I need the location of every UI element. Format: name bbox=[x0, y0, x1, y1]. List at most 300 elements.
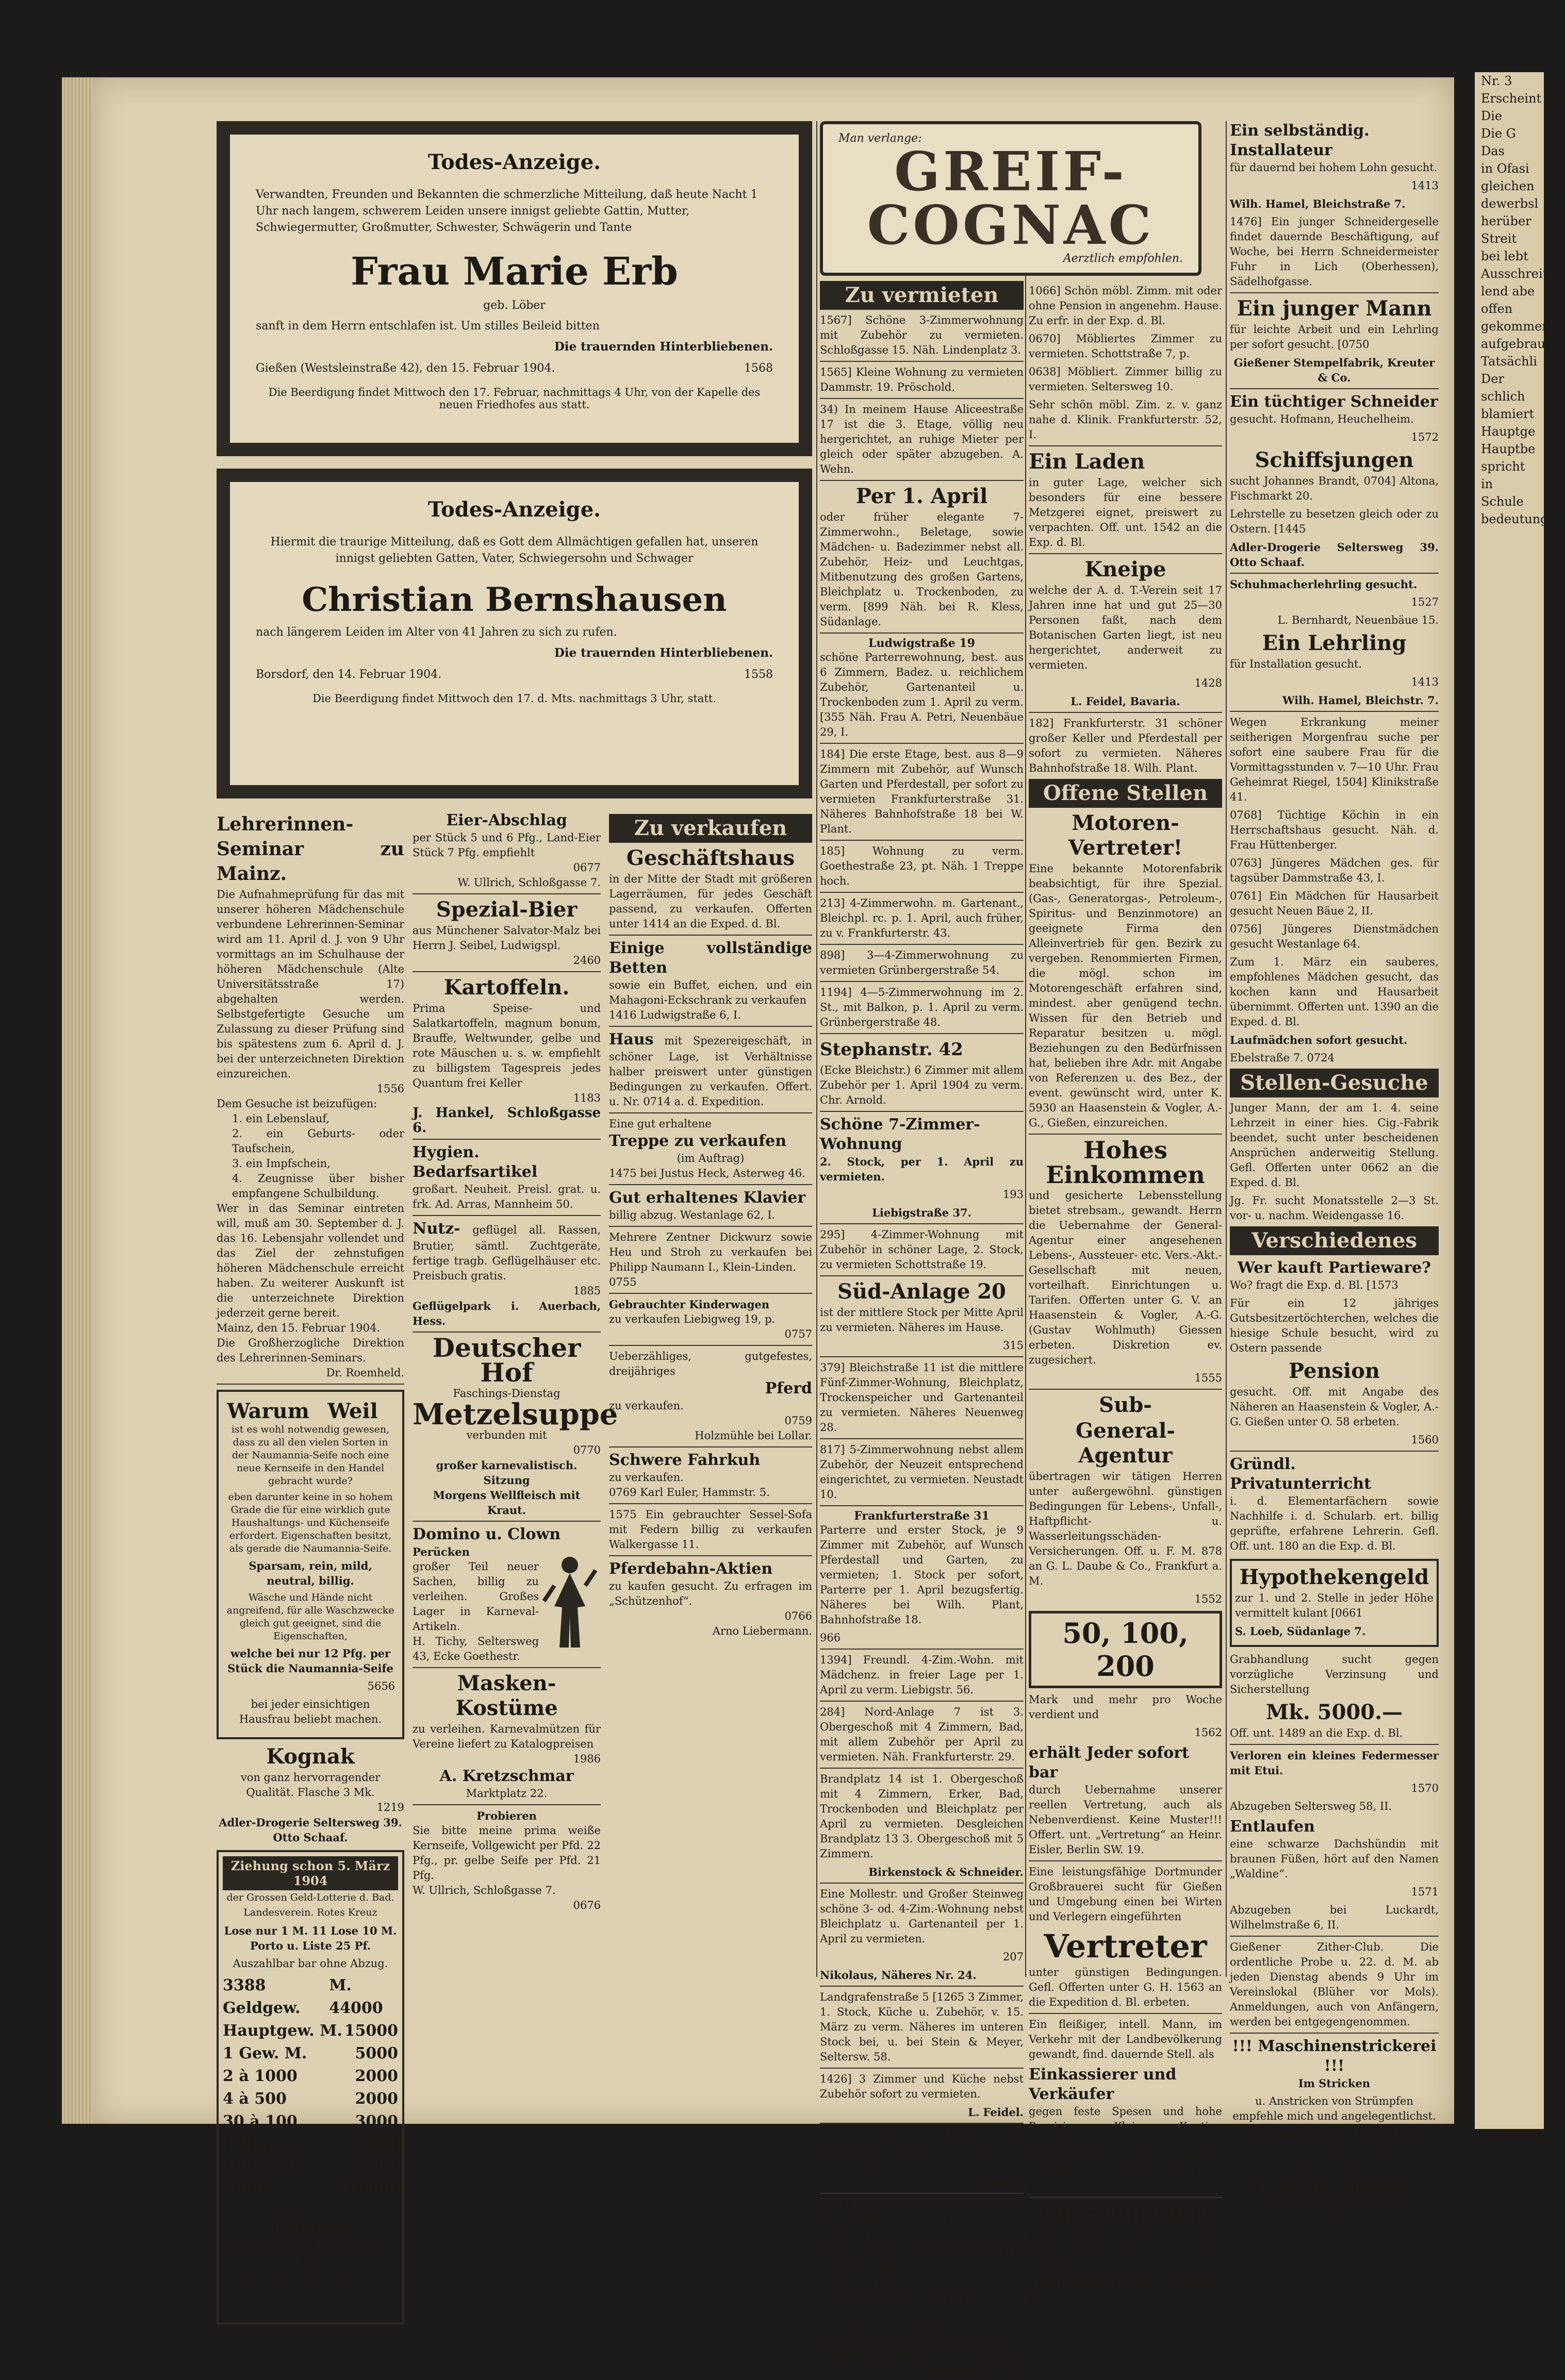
ad-number: 1885 bbox=[573, 1285, 601, 1297]
soap-text: Wäsche und Hände nicht angreifend, für alle Waschzwecke gleich gut geeignet, sind die Eigenschaften, bbox=[226, 1592, 394, 1642]
seminar-item: 1. ein Lebenslauf, bbox=[232, 1112, 330, 1125]
separator bbox=[413, 1521, 601, 1522]
eggs-address: W. Ullrich, Schloßgasse 7. bbox=[457, 876, 601, 889]
column-rule bbox=[1226, 121, 1227, 1977]
sued-anlage-head: Süd-Anlage 20 bbox=[837, 1279, 1006, 1304]
beer-ad bbox=[413, 897, 601, 968]
lottery-prize-row bbox=[223, 1974, 398, 2020]
deceased-name: Frau Marie Erb bbox=[351, 249, 678, 294]
greif-tagline: Aerztlich empfohlen. bbox=[1063, 252, 1183, 265]
facing-page-line: bei lebt bbox=[1481, 249, 1528, 263]
ad-number: 1562 bbox=[1194, 1726, 1222, 1739]
kognak-ad bbox=[217, 1744, 404, 1845]
separator bbox=[820, 361, 1024, 362]
domino-text: großer Teil neuer Sachen, billig zu verleihen. Großes Lager in Karneval-Artikeln. bbox=[413, 1560, 539, 1633]
separator bbox=[820, 1438, 1024, 1439]
earnings-box: 50, 100, 200 bbox=[1029, 1611, 1222, 1688]
hygiene-head: Hygien. Bedarfsartikel bbox=[413, 1143, 538, 1181]
soap-test-head: Probieren bbox=[476, 1809, 537, 1822]
lottery-prize-label: 3388 Geldgew. bbox=[223, 1976, 301, 2017]
rental-ad: 1427] Mansarden-Logis, drei Zimmer mit Zubehör, zu vermieten sofort oder zum 1. April. bbox=[820, 2128, 1024, 2170]
facing-page-line: Nr. 3 bbox=[1481, 74, 1512, 88]
facing-page-line: gleichen bbox=[1481, 179, 1535, 193]
ad-number: 1568 bbox=[744, 362, 773, 375]
pram-head: Gebrauchter Kinderwagen bbox=[609, 1298, 770, 1311]
rental-head: Möbliertes Zimmer zu vermieten. bbox=[820, 2345, 1024, 2358]
pram-ad bbox=[609, 1297, 812, 1342]
seminar-item: 4. Zeugnisse über bisher empfangene Schulbildung. bbox=[232, 1172, 405, 1200]
ludwig-head: Ludwigstraße 19 bbox=[868, 637, 975, 650]
ad-number: 207 bbox=[1002, 1951, 1024, 1963]
rental-ad: 213] 4-Zimmerwohn. m. Gartenant., Bleichpl. rc. p. 1. April, auch früher, zu v. Frankfurterstr. 43. bbox=[820, 897, 1024, 939]
ad-number: 1413 bbox=[1411, 179, 1439, 192]
maid-ad: Zum 1. März ein sauberes, empfohlenes Mädchen gesucht, das kochen kann und Hausarbeit übernimmt. Offerten unt. 1390 an die Exped. d. Bl. bbox=[1230, 956, 1439, 1028]
knitting-address: Grünbergerstraße 17. bbox=[1274, 2202, 1395, 2214]
place-date-row bbox=[256, 362, 773, 375]
earnings-head: erhält Jeder sofort bar bbox=[1029, 1744, 1189, 1782]
separator bbox=[820, 2193, 1024, 2194]
rental-ad: 34) In meinem Hause Aliceestraße 17 ist die 3. Etage, völlig neu hergerichtet, an ruhige Mieter per gleich oder später abzugeben. A. Wehn. bbox=[820, 403, 1024, 475]
ad-number: 1416 bbox=[609, 1009, 637, 1021]
rental-ad: 379] Bleichstraße 11 ist die mittlere Fünf-Zimmer-Wohnung, Bleichplatz, Trockenspeicher und Gartenanteil zu vermieten. Näheres Neuenweg 28. bbox=[820, 1361, 1024, 1434]
cook-ad: 0768] Tüchtige Köchin in ein Herrschaftshaus gesucht. Näh. d. Frau Hüttenberger. bbox=[1230, 809, 1439, 851]
ad-number: 1475 bbox=[609, 1167, 637, 1179]
ad-number: 0677 bbox=[573, 861, 601, 874]
job-seeker-ad: Jg. Fr. sucht Monatsstelle 2—3 St. vor- u. nachm. Weidengasse 16. bbox=[1230, 1194, 1439, 1222]
death-notice-title: Todes-Anzeige. bbox=[427, 150, 601, 174]
column-rule bbox=[816, 121, 817, 1977]
lottery-sub2: Auszahlbar bar ohne Abzug. bbox=[233, 1957, 388, 1970]
potatoes-head: Kartoffeln. bbox=[443, 975, 570, 1000]
rental-ad: 1565] Kleine Wohnung zu vermieten Dammstr. 19. Pröschold. bbox=[820, 366, 1024, 393]
separator bbox=[820, 398, 1024, 399]
knitting-text4: Preise billigst. bbox=[1295, 2164, 1374, 2176]
deutscher-hof-t1: verbunden mit bbox=[466, 1429, 547, 1441]
rental-ad: 898] 3—4-Zimmerwohnung zu vermieten Grünbergerstraße 54. bbox=[820, 949, 1024, 976]
rental-ad: 0638] Möbliert. Zimmer billig zu vermieten. Seltersweg 10. bbox=[1029, 365, 1222, 393]
cow-text: zu verkaufen. bbox=[609, 1471, 684, 1484]
mortgage-address: S. Loeb, Südanlage 7. bbox=[1235, 1625, 1366, 1638]
lottery-prize-amount: 15000 bbox=[344, 2022, 399, 2040]
ad-number: 5656 bbox=[367, 1680, 396, 1692]
tailor-address: 1546] Julius Fischer, Schulstr. 6. bbox=[1029, 2276, 1222, 2304]
death-notice-text2: sanft in dem Herrn entschlafen ist. Um stilles Beileid bitten bbox=[256, 320, 600, 332]
tram-shares-ad bbox=[609, 1559, 812, 1639]
subcolumn-left bbox=[217, 811, 404, 2329]
cow-head: Schwere Fahrkuh bbox=[609, 1451, 761, 1469]
ad-number: 315 bbox=[1002, 1339, 1024, 1352]
domino-head: Domino u. Clown bbox=[413, 1525, 561, 1543]
business-house-ad bbox=[609, 846, 812, 931]
lottery-prize-row bbox=[223, 2088, 398, 2110]
sofa-text: Ein gebrauchter Sessel-Sofa mit Federn billig zu verkaufen Walkergasse 11. bbox=[609, 1508, 812, 1551]
domino-address: H. Tichy, Seltersweg 43, Ecke Goethestr. bbox=[413, 1635, 539, 1662]
pension-text: gesucht. Off. mit Angabe des Näheren an Haasenstein & Vogler, A.-G. Gießen unter O. 58 erbeten. bbox=[1230, 1386, 1439, 1428]
tram-shares-text: zu kaufen gesucht. Zu erfragen im „Schützenhof“. bbox=[609, 1580, 812, 1607]
lost-head: Verloren ein kleines Federmesser mit Etui. bbox=[1230, 1749, 1439, 1777]
lottery-prize-label: 400 à 10 bbox=[223, 2158, 298, 2176]
separator bbox=[1230, 1451, 1439, 1452]
separator bbox=[609, 1112, 812, 1113]
hygiene-text: großart. Neuheit. Preisl. grat. u. frk. Ad. Arras, Mannheim 50. bbox=[413, 1183, 601, 1210]
seminar-signature: Die Großherzogliche Direktion des Lehrerinnen-Seminars. bbox=[217, 1337, 405, 1364]
separator bbox=[820, 1701, 1024, 1702]
rental-signature: L. Feidel. bbox=[968, 2176, 1024, 2189]
costumes-head: Masken-Kostüme bbox=[455, 1671, 558, 1720]
separator bbox=[1230, 1936, 1439, 1937]
domino-ad bbox=[413, 1525, 601, 1664]
sued-anlage-text: ist der mittlere Stock per Mitte April zu vermieten. Näheres im Hause. bbox=[820, 1306, 1024, 1334]
ad-number: 1552 bbox=[1194, 1593, 1222, 1605]
rental-ad: 0748] Möbliertes Zimmer zu vermieten. Kaplansgasse 4. bbox=[820, 2279, 1024, 2306]
lottery-prize-label: 30 à 100 bbox=[223, 2112, 298, 2131]
separator bbox=[820, 1768, 1024, 1769]
rental-address: Bleichstr. 31, III. bbox=[919, 2363, 1024, 2376]
separator bbox=[820, 2123, 1024, 2124]
lottery-prize-label: Hauptgew. M. bbox=[223, 2022, 342, 2040]
beds-ad bbox=[609, 939, 812, 1023]
sub-agency-head1: Sub- bbox=[1099, 1393, 1152, 1417]
facing-page-line: aufgebraucht bbox=[1481, 337, 1565, 351]
warum-weil-header bbox=[226, 1399, 395, 1423]
soap-test-address: W. Ullrich, Schloßgasse 7. bbox=[413, 1884, 556, 1896]
maid-ad: 0761] Ein Mädchen für Hausarbeit gesucht Neuen Bäue 2, II. bbox=[1230, 890, 1439, 917]
ad-number: 1986 bbox=[573, 1753, 601, 1765]
tailor-journeyman-ad: 1476] Ein junger Schneidergeselle findet dauernde Beschäftigung, auf Woche, bei Herrn Schneidermeister Fuhr in Lich (Oberhessen), Sädelhofgasse. bbox=[1230, 215, 1439, 288]
rental-ad: 0571] Schön. möbl. Zim. mit od. ohne Pension z. v. Bismarckstr. 17. bbox=[820, 2312, 1024, 2339]
ad-number: 0757 bbox=[784, 1328, 812, 1340]
steph-head: Stephanstr. 42 bbox=[820, 1039, 963, 1060]
rental-signature: Nikolaus, Näheres Nr. 24. bbox=[820, 1969, 977, 1982]
greif-brand-line1: GREIF- bbox=[894, 140, 1127, 203]
rental-ad: 185] Wohnung zu verm. Goethestraße 23, pt. Näh. 1 Treppe hoch. bbox=[820, 845, 1024, 887]
facing-page-line: Der bbox=[1481, 372, 1504, 386]
section-header-stellen-gesuche: Stellen-Gesuche bbox=[1230, 1069, 1439, 1097]
facing-page-line: in Ofasi bbox=[1481, 161, 1529, 176]
apprentice-address2: Wilh. Hamel, Bleichstr. 7. bbox=[1282, 694, 1439, 707]
loan-head: Mk. 5000.— bbox=[1265, 1700, 1403, 1724]
knitting-text3: habe ich stets vorrätig. bbox=[1270, 2146, 1398, 2158]
rental-ad: 1394] Freundl. 4-Zim.-Wohn. mit Mädchenz. in freier Lage per 1. April zu verm. Liebigstr. 56. bbox=[820, 1654, 1024, 1696]
separator bbox=[820, 892, 1024, 893]
lottery-prize-row bbox=[223, 2042, 398, 2065]
lottery-prize-label: 1 Gew. M. bbox=[223, 2044, 307, 2062]
separator bbox=[820, 1223, 1024, 1224]
facing-page-line: Ausschreit bbox=[1481, 267, 1548, 281]
ad-number: 0769 bbox=[609, 1486, 637, 1499]
beer-head: Spezial-Bier bbox=[436, 897, 578, 922]
horse-address: Holzmühle bei Lollar. bbox=[695, 1429, 812, 1442]
collector-intro: Ein fleißiger, intell. Mann, im Verkehr mit der Landbevölkerung gewandt, find. dauernde Stell. als bbox=[1029, 2018, 1222, 2060]
separator bbox=[413, 893, 601, 894]
young-man-text: für leichte Arbeit und ein Lehrling per sofort gesucht. [0750 bbox=[1230, 323, 1439, 351]
earnings-text: Mark und mehr pro Woche verdient und bbox=[1029, 1693, 1222, 1721]
installer-text: für dauernd bei hohem Lohn gesucht. bbox=[1230, 161, 1438, 174]
pension-pre: Für ein 12 jähriges Gutsbesitzertöchterchen, welches die hiesige Schule besucht, wird zu Ostern passende bbox=[1230, 1297, 1439, 1354]
maid-ad: 0756] Jüngeres Dienstmädchen gesucht Westanlage 64. bbox=[1230, 923, 1439, 950]
rental-ad: Landgrafenstraße 5 [1265 3 Zimmer, 1. Stock, Küche u. Zubehör, v. 15. März zu verm. Näheres im unteren Stock bei, u. bei Stein & Meyer, Seltersw. 58. bbox=[820, 1991, 1024, 2063]
separator bbox=[820, 2068, 1024, 2069]
lost-text: Abzugeben Seltersweg 58, II. bbox=[1230, 1800, 1392, 1812]
house-text: mit Spezereigeschäft, in schöner Lage, ist Verhältnisse halber preiswert unter günstigen Bedingungen zu verkaufen. Offert. u. Nr. 0714 a. d. Expedition. bbox=[609, 1035, 812, 1108]
rental-ad: 0754] Jung. Mann kann Kost und Logis erhalt. Walltorsgasse 3. bbox=[820, 2198, 1024, 2225]
rental-signature: Birkenstock & Schneider. bbox=[868, 1866, 1024, 1878]
pram-text: zu verkaufen Liebigweg 19, p. bbox=[609, 1313, 776, 1325]
april-head: Per 1. April bbox=[855, 484, 988, 508]
rental-ad: Sehr schön möbl. Zim. z. v. ganz nahe d. Klinik. Frankfurterstr. 52, I. bbox=[1029, 398, 1222, 441]
lottery-prize-amount: 10000 bbox=[344, 2181, 399, 2199]
facing-page-line: lend abe bbox=[1481, 284, 1535, 298]
separator bbox=[1230, 711, 1439, 712]
place-date: Gießen (Westsleinstraße 42), den 15. Februar 1904. bbox=[256, 362, 555, 375]
seminar-date: Mainz, den 15. Februar 1904. bbox=[217, 1322, 381, 1334]
lottery-side: Rhein-Rohrbacher Ph. Wolff, Gg. Carl Meyer, Carl Ubrig, Rich. Hermann, Weit Ettenheim bbox=[226, 2273, 395, 2312]
deutscher-hof-t3: Morgens Wellfleisch mit Kraut. bbox=[433, 1489, 581, 1517]
morning-woman-ad: Wegen Erkrankung meiner seitherigen Morgenfrau suche per sofort eine saubere Frau für die Vormittagsstunden v. 7—10 Uhr. Frau Geheimrat Riegel, 1504] Klinikstraße 41. bbox=[1230, 716, 1439, 803]
soap-price: welche bei nur 12 Pfg. per Stück die Naumannia-Seife bbox=[227, 1647, 393, 1675]
sub-agency-text: übertragen wir tätigen Herren unter außergewöhnl. günstigen Bedingungen für Lebens-, Unfall-, Haftpflicht- u. Wasserleitungsschäden-Versicherungen. Off. u. F. M. 878 an G. L. Daube & Co., Frankfurt a. M. bbox=[1029, 1470, 1222, 1587]
kognak-address: Adler-Drogerie Seltersweg 39. Otto Schaaf. bbox=[219, 1816, 402, 1844]
seven-room-address: Liebigstraße 37. bbox=[872, 1206, 971, 1219]
separator bbox=[820, 944, 1024, 945]
lottery-ad bbox=[217, 1850, 404, 2324]
stairs-address: bei Justus Heck, Asterweg 46. bbox=[640, 1167, 805, 1179]
partie-text: Wo? fragt die Exp. d. Bl. [1573 bbox=[1230, 1279, 1398, 1291]
ad-number: 1572 bbox=[1411, 431, 1439, 443]
knitting-text: u. Anstricken von Strümpfen empfehle mich und angelegentlichst. bbox=[1232, 2095, 1436, 2122]
pension-head: Pension bbox=[1288, 1359, 1380, 1383]
ad-number: 0766 bbox=[784, 1610, 812, 1622]
frankfurter-text: Parterre und erster Stock, je 9 Zimmer mit Zubehör, auf Wunsch Pferdestall und Garten, zu vermieten; 1. Stock per sofort, Parterre per 1. April bezugsfertig. Näheres bei Wilh. Plant, Bahnhofstraße 18. bbox=[820, 1524, 1024, 1626]
ship-boys-text: sucht Johannes Brandt, 0704] Altona, Fischmarkt 20. bbox=[1230, 475, 1439, 502]
separator bbox=[413, 971, 601, 972]
costumes-address: A. Kretzschmar bbox=[439, 1767, 574, 1785]
lottery-prize-label: 2 à 1000 bbox=[223, 2067, 298, 2085]
separator bbox=[609, 1555, 812, 1556]
hygiene-ad bbox=[413, 1143, 601, 1212]
separator bbox=[413, 1804, 601, 1805]
ad-number: 1575 bbox=[609, 1508, 637, 1521]
eggs-ad bbox=[413, 811, 601, 890]
separator bbox=[413, 1215, 601, 1216]
lottery-prize-row bbox=[223, 2133, 398, 2156]
stairs-pre: Eine gut erhaltene bbox=[609, 1118, 712, 1130]
lottery-lose: Lose nur 1 M. 11 Lose 10 M. Porto u. Liste 25 Pf. bbox=[224, 1924, 397, 1952]
lottery-prize-amount: 2000 bbox=[355, 2067, 399, 2085]
lottery-prize-label: 2800 à bbox=[223, 2181, 282, 2199]
facing-page-line: Hauptge bbox=[1481, 424, 1536, 439]
apprentice-address: Adler-Drogerie Seltersweg 39. Otto Schaaf. bbox=[1230, 541, 1439, 569]
separator bbox=[820, 840, 1024, 841]
capable-tailor-text: gesucht. Hofmann, Heuchelheim. bbox=[1230, 413, 1414, 425]
separator bbox=[1230, 1744, 1439, 1745]
deutscher-hof-sub: Faschings-Dienstag bbox=[453, 1387, 561, 1400]
ad-number: 0759 bbox=[784, 1414, 812, 1427]
soap-test-ad bbox=[413, 1808, 601, 1913]
ad-number: 966 bbox=[820, 1632, 841, 1644]
ad-number: 1428 bbox=[1194, 677, 1222, 689]
facing-page bbox=[1475, 72, 1565, 2129]
facing-page-line: offen bbox=[1481, 302, 1513, 316]
soap-answer: eben darunter keine in so hohem Grade die für eine wirklich gute Haushaltungs- und Küchenseife erfordert. Eigenschaften besitzt, als gerade die Naumannia-Seife. bbox=[228, 1491, 393, 1554]
knitting-signature: Ernestine Höpfner bbox=[1254, 2182, 1415, 2200]
young-man-signature: Gießener Stempelfabrik, Kreuter & Co. bbox=[1233, 356, 1435, 384]
poultry-address: Geflügelpark i. Auerbach, Hess. bbox=[413, 1300, 601, 1327]
greif-pre: Man verlange: bbox=[838, 132, 922, 145]
brewery-text: Eine leistungsfähige Dortmunder Großbrauerei sucht für Gießen und Umgebung einen bei Wirten und Verlegern eingeführten bbox=[1029, 1866, 1222, 1923]
soap-foot: bei jeder einsichtigen Hausfrau beliebt machen. bbox=[239, 1698, 382, 1725]
separator bbox=[820, 1111, 1024, 1112]
seminar-item: 3. ein Impfschein, bbox=[232, 1157, 331, 1170]
ad-number: 1219 bbox=[376, 1801, 405, 1813]
lottery-prize-amount: M. 44000 bbox=[329, 1976, 383, 2017]
potatoes-address: J. Hankel, Schloßgasse 6. bbox=[413, 1105, 601, 1136]
rental-ad: Brandplatz 14 ist 1. Obergeschoß mit 4 Zimmern, Erker, Bad, Trockenboden und Bleichplatz per April zu vermieten. Desgleichen Brandplatz 13 3. Obergeschoß mit 5 Zimmern. bbox=[820, 1773, 1024, 1860]
seminar-signature-name: Dr. Roemheld. bbox=[326, 1367, 405, 1379]
young-man-head: Ein junger Mann bbox=[1237, 296, 1432, 321]
deutscher-hof-ad bbox=[413, 1333, 618, 1518]
brewery-head: Vertreter bbox=[1044, 1927, 1207, 1965]
shoemaker-head: Schuhmacherlehrling gesucht. bbox=[1230, 578, 1418, 591]
separator bbox=[413, 1667, 601, 1668]
column-rule bbox=[1025, 121, 1026, 1977]
apprentice-head: Ein Lehrling bbox=[1262, 631, 1407, 655]
facing-page-line: dewerbsl bbox=[1481, 196, 1539, 211]
separator bbox=[820, 1356, 1024, 1357]
tram-shares-address: Arno Liebermann. bbox=[712, 1625, 812, 1637]
cow-address: Karl Euler, Hammstr. 5. bbox=[640, 1486, 770, 1499]
ad-number: 1570 bbox=[1411, 1782, 1439, 1794]
separator bbox=[609, 1293, 812, 1294]
facing-page-line: herüber bbox=[1481, 214, 1531, 228]
ad-number: 0755 bbox=[609, 1276, 637, 1288]
loan-intro: Grabhandlung sucht gegen vorzügliche Verzinsung und Sicherstellung bbox=[1230, 1653, 1439, 1695]
runaway-address: Abzugeben bei Luckardt, Wilhelmstraße 6, II. bbox=[1230, 1904, 1439, 1931]
seven-room-text: 2. Stock, per 1. April zu vermieten. bbox=[820, 1155, 1024, 1183]
greif-brand-line2: COGNAC bbox=[867, 193, 1155, 257]
separator bbox=[413, 1139, 601, 1140]
facing-page-line: spricht bbox=[1481, 459, 1525, 474]
business-house-head: Geschäftshaus bbox=[626, 846, 795, 870]
death-notice-text: Hiermit die traurige Mitteilung, daß es Gott dem Allmächtigen gefallen hat, unseren innigst geliebten Gatten, Vater, Schwiegersohn und Schwager bbox=[270, 536, 759, 565]
income-text: und gesicherte Lebensstellung bietet strebsam., gewandt. Herrn die Uebernahme der General-Agentur einer angesehenen Lebens-, Aussteuer- etc. Vers.-Akt.-Gesellschaft mit neuen, vorteilhaft. Einrichtungen u. Tarifen. Offerten unter G. V. an Haasenstein & Vogler, A.-G. (Gustav Wohlmuth) Giessen erbeten. Diskretion ev. zugesichert. bbox=[1029, 1189, 1222, 1366]
rental-ad: 1567] Schöne 3-Zimmerwohnung mit Zubehör zu vermieten. Schloßgasse 15. Näh. Lindenplatz 3. bbox=[820, 314, 1024, 356]
kognak-text: von ganz hervorragender Qualität. Flasche 3 Mk. bbox=[240, 1771, 381, 1799]
eggs-head: Eier-Abschlag bbox=[446, 811, 567, 829]
section-header-verkaufen: Zu verkaufen bbox=[609, 814, 812, 843]
mortgage-head: Hypothekengeld bbox=[1239, 1565, 1429, 1589]
maid-ad: 0763] Jüngeres Mädchen ges. für tagsüber Dammstraße 43, I. bbox=[1230, 857, 1439, 884]
stairs-head: Treppe zu verkaufen bbox=[609, 1132, 787, 1150]
soap-question: ist es wohl notwendig gewesen, dass zu all den vielen Sorten in der Naumannia-Seife noch eine neue Kernseife in den Handel gebracht wurde? bbox=[231, 1424, 390, 1487]
april-text: oder früher elegante 7-Zimmerwohn., Beletage, sowie Mädchen- u. Badezimmer nebst all. Zubehör, Heiz- und Leuchtgas, Mitbenutzung des großen Gartens, Bleichplatz u. Trockenboden, zu verm. [899 Näh. bei R. Kless, Südanlage. bbox=[820, 511, 1024, 628]
installer-head: Ein selbständig. Installateur bbox=[1230, 122, 1370, 159]
beds-head: Einige vollständige Betten bbox=[609, 939, 812, 977]
lottery-seller: J. Stürmer bbox=[272, 2219, 349, 2234]
rental-ad: 1584] Schön möbl. Zimmer in freier Lage an einen Herrn zu verm. Näh. Walltorsgasse 3. bbox=[820, 2231, 1024, 2273]
tutoring-text: i. d. Elementarfächern sowie Nachhilfe i. d. Schularb. ert. billig geprüfte, erfahrene Lehrerin. Gefl. Off. unt. 180 an die Exp. d. Bl. bbox=[1230, 1495, 1439, 1552]
rental-ad: 184] Die erste Etage, best. aus 8—9 Zimmern mit Zubehör, auf Wunsch Garten und Pferdestall, per sofort zu vermieten Frankfurterstraße 31. Näheres Bahnhofstraße 18 bei W. Plant. bbox=[820, 748, 1024, 835]
steph-text: (Ecke Bleichstr.) 6 Zimmer mit allem Zubehör per 1. April 1904 zu verm. Chr. Arnold. bbox=[820, 1064, 1024, 1106]
knitting-text2: Strickgarne (beste Qualitäten) bbox=[1241, 2128, 1428, 2141]
runaway-head: Entlaufen bbox=[1230, 1818, 1315, 1836]
facing-page-line: Hauptbe bbox=[1481, 442, 1536, 456]
funeral-info: Die Beerdigung findet Mittwoch den 17. Februar, nachmittags 4 Uhr, von der Kapelle des neuen Friedhofes aus statt. bbox=[268, 386, 761, 411]
collector-text: gegen feste Spesen und hohe Provision. Kleine Kaution erforderlich. Offert. mit Altersangabe und bisherige Tätigkeit unt. 1424 befördert die Expedition d. Bl. bbox=[1029, 2105, 1222, 2192]
rental-ad: 1426] 3 Zimmer und Küche nebst Zubehör sofort zu vermieten. bbox=[820, 2073, 1024, 2100]
separator bbox=[1230, 388, 1439, 389]
facing-page-line: blamiert bbox=[1481, 407, 1535, 421]
facing-page-line: Streit bbox=[1481, 231, 1517, 246]
seminar-text: Die Aufnahmeprüfung für das mit unserer höheren Mädchenschule verbundene Lehrerinnen-Seminar wird am 11. April d. J. von 9 Uhr vormittags an im Schulhause der höheren Mädchenschule (Alte Universitätsstraße 17) abgehalten werden. Selbstgefertigte Gesuche um Zulassung zu dieser Prüfung sind bis spätestens zum 6. April d. J. bei der unterzeichneten Direktion einzureichen. bbox=[217, 888, 405, 1080]
pub-text: welche der A. d. T.-Verein seit 17 Jahren inne hat und gut 25—30 Personen faßt, nach dem Botanischen Garten liegt, ist neu hergerichtet, anderweit zu vermieten. bbox=[1029, 584, 1222, 671]
facing-page-line: gekommen bbox=[1481, 319, 1550, 334]
beds-text: sowie ein Buffet, eichen, und ein Mahagoni-Eckschrank zu verkaufen bbox=[609, 979, 812, 1006]
collector-head: Einkassierer und Verkäufer bbox=[1029, 2066, 1177, 2103]
lottery-prize-amount: 3000 bbox=[355, 2112, 399, 2131]
separator bbox=[609, 1446, 812, 1447]
death-notice-erb bbox=[217, 121, 812, 456]
ad-number: 0676 bbox=[573, 1899, 601, 1911]
column-3 bbox=[1029, 284, 1222, 2308]
frankfurter-head: Frankfurterstraße 31 bbox=[854, 1509, 990, 1523]
warum-heading: Warum bbox=[227, 1399, 309, 1423]
metzelsuppe-head: Metzelsuppe bbox=[413, 1397, 618, 1432]
beds-address: Ludwigstraße 6, I. bbox=[640, 1009, 741, 1021]
potatoes-text: Prima Speise- und Salatkartoffeln, magnum bonum, Brauffe, Weltwunder, gelbe und rote Mäuschen u. s. w. empfiehlt zu billigstem Tagespreis jedes Quantum frei Keller bbox=[413, 1002, 601, 1089]
tailor-head: Für Schneider! bbox=[1039, 2201, 1212, 2225]
cow-ad bbox=[609, 1451, 812, 1500]
tutoring-head: Gründl. Privatunterricht bbox=[1230, 1455, 1371, 1493]
poultry-ad bbox=[413, 1219, 601, 1328]
house-head: Haus bbox=[609, 1030, 654, 1048]
death-notice-title: Todes-Anzeige. bbox=[427, 497, 601, 522]
errand-girl-text: Ebelstraße 7. bbox=[1230, 1052, 1304, 1064]
funeral-info: Die Beerdigung findet Mittwoch den 17. d. Mts. nachmittags 3 Uhr, statt. bbox=[312, 692, 716, 705]
deceased-name: Christian Bernshausen bbox=[302, 580, 727, 619]
costumes-text: zu verleihen. Karnevalmützen für Vereine liefert zu Katalogpreisen bbox=[413, 1723, 601, 1750]
signature: Die trauernden Hinterbliebenen. bbox=[554, 340, 773, 354]
horse-pre: Ueberzähliges, gutgefestes, dreijähriges bbox=[609, 1350, 812, 1377]
ad-number: 0724 bbox=[1307, 1052, 1335, 1064]
rental-signature: L. Feidel. bbox=[968, 2106, 1024, 2119]
lottery-prize-amount: 3000 bbox=[355, 2135, 399, 2153]
lottery-foot1: Lose erhältlich bei: bbox=[257, 2202, 364, 2215]
sofa-ad bbox=[609, 1507, 812, 1552]
subcolumn-middle bbox=[413, 811, 618, 2329]
loan-text: Off. unt. 1489 an die Exp. d. Bl. bbox=[1230, 1727, 1403, 1739]
facing-page-line: schlich bbox=[1481, 389, 1525, 404]
cellar-ad: 182] Frankfurterstr. 31 schöner großer Keller und Pferdestall per sofort zu vermieten. Näheres Bahnhofstraße 18. Wilh. Plant. bbox=[1029, 717, 1222, 774]
ad-number: 1556 bbox=[376, 1083, 405, 1095]
separator bbox=[820, 981, 1024, 982]
pub-signature: L. Feidel, Bavaria. bbox=[1070, 695, 1180, 708]
domino-text-wrap bbox=[413, 1544, 539, 1664]
poultry-text: geflügel all. Rassen, Brutier, sämtl. Zuchtgeräte, fertige tragb. Geflügelhäuser etc. Preisbuch gratis. bbox=[413, 1224, 601, 1282]
separator bbox=[609, 1026, 812, 1027]
capable-tailor-head: Ein tüchtiger Schneider bbox=[1230, 393, 1438, 411]
beer-text: aus Münchener Salvator-Malz bei Herrn J. Seibel, Ludwigspl. bbox=[413, 924, 601, 952]
separator bbox=[1029, 2197, 1222, 2198]
tailor-text: Erstklassiger Rock- sowie Kleinstückarbeiter per sofort gesucht. bbox=[1029, 2228, 1222, 2270]
separator bbox=[1029, 2013, 1222, 2014]
separator bbox=[820, 1649, 1024, 1650]
seminar-text2: Wer in das Seminar eintreten will, muß am 30. September d. J. das 16. Lebensjahr vollendet und das Ziel der zehnstufigen höheren Mädchenschule erreicht haben. Zu weiterer Auskunft ist die unterzeichnete Direktion jederzeit gerne bereit. bbox=[217, 1202, 405, 1319]
horse-text: zu verkaufen. bbox=[609, 1400, 684, 1412]
facing-page-line: Die bbox=[1481, 109, 1503, 123]
ship-boys-head: Schiffsjungen bbox=[1255, 448, 1414, 472]
column-4 bbox=[1230, 121, 1439, 2219]
